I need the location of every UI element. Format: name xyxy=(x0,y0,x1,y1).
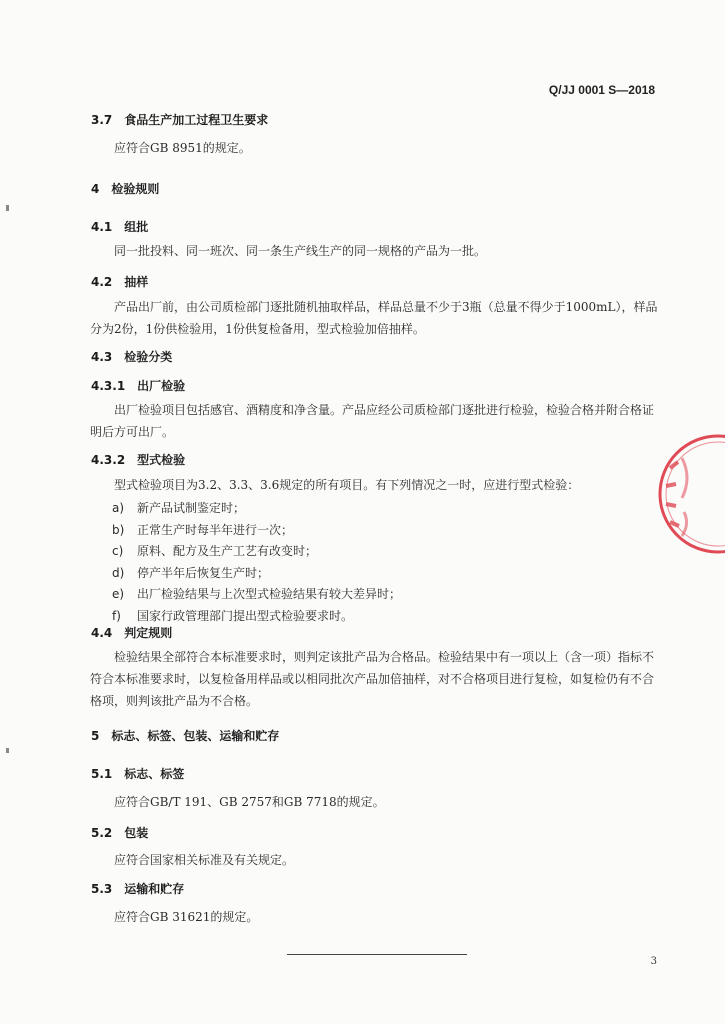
list-item xyxy=(112,541,401,563)
list-marker: e) xyxy=(112,587,125,601)
section-heading-4 xyxy=(91,180,159,197)
page-number: 3 xyxy=(650,956,657,967)
section-title: 出厂检验 xyxy=(137,379,186,393)
list-item xyxy=(112,498,401,520)
section-title: 型式检验 xyxy=(137,453,186,467)
list-text: 新产品试制鉴定时； xyxy=(137,501,246,515)
list-text: 停产半年后恢复生产时； xyxy=(137,565,270,580)
paragraph-4-2: 产品出厂前，由公司质检部门逐批随机抽取样品，样品总量不少于3瓶（总量不得少于1000mL），样品分为2份，1份供检验用，1份供复检备用，型式检验加倍抽样。 xyxy=(90,300,658,336)
list-text: 原料、配方及生产工艺有改变时； xyxy=(137,544,318,558)
standard-code: Q/JJ 0001 S—2018 xyxy=(548,83,655,97)
section-heading-3-7 xyxy=(91,111,268,128)
section-heading-4-1 xyxy=(91,218,148,235)
section-number: 4.3.2 xyxy=(91,453,126,467)
scan-mark xyxy=(6,748,9,753)
list-text: 出厂检验结果与上次型式检验结果有较大差异时； xyxy=(137,587,402,601)
section-number: 5.3 xyxy=(91,882,113,896)
list-text: 正常生产时每半年进行一次； xyxy=(137,522,294,537)
list-marker: d) xyxy=(112,565,125,580)
section-title: 标志、标签 xyxy=(124,767,185,781)
section-title: 组批 xyxy=(124,220,149,234)
section-number: 5 xyxy=(91,729,100,743)
scan-mark xyxy=(6,205,9,211)
section-heading-4-4 xyxy=(91,624,172,641)
section-number: 3.7 xyxy=(91,113,113,127)
section-title: 包装 xyxy=(124,826,149,840)
section-heading-5-1 xyxy=(91,765,184,782)
list-text: 国家行政管理部门提出型式检验要求时。 xyxy=(137,608,354,623)
paragraph-4-4: 检验结果全部符合本标准要求时，则判定该批产品为合格品。检验结果中有一项以上（含一项）指标不符合本标准要求时，以复检备用样品或以相同批次产品加倍抽样，对不合格项目进行复检，如复检仍有不合格项，则判该批产品为不合格。 xyxy=(90,650,655,708)
section-heading-4-3-2 xyxy=(91,451,185,468)
list-item xyxy=(112,563,401,585)
section-title: 检验分类 xyxy=(124,350,173,364)
section-title: 食品生产加工过程卫生要求 xyxy=(124,113,269,127)
paragraph-5-1: 应符合GB/T 191、GB 2757和GB 7718的规定。 xyxy=(114,795,385,809)
paragraph-4-3-2: 型式检验项目为3.2、3.3、3.6规定的所有项目。有下列情况之一时，应进行型式检验： xyxy=(114,478,580,492)
paragraph-3-7: 应符合GB 8951的规定。 xyxy=(114,141,251,155)
list-marker: b) xyxy=(112,522,125,537)
list-item xyxy=(112,520,401,542)
type-test-conditions-list xyxy=(112,498,401,627)
paragraph-4-1: 同一批投料、同一班次、同一条生产线生产的同一规格的产品为一批。 xyxy=(114,244,487,258)
section-heading-5 xyxy=(91,727,279,744)
section-number: 4 xyxy=(91,182,100,196)
paragraph-5-2: 应符合国家相关标准及有关规定。 xyxy=(114,853,295,867)
list-marker: c) xyxy=(112,544,124,558)
section-heading-4-3-1 xyxy=(91,377,185,394)
section-number: 4.3.1 xyxy=(91,379,126,393)
section-title: 判定规则 xyxy=(124,626,173,640)
section-title: 检验规则 xyxy=(111,182,160,196)
list-marker: f) xyxy=(112,608,121,623)
list-item xyxy=(112,584,401,606)
section-number: 4.3 xyxy=(91,350,113,364)
section-number: 5.2 xyxy=(91,826,113,840)
section-heading-4-3 xyxy=(91,348,172,365)
section-number: 4.1 xyxy=(91,220,113,234)
section-title: 运输和贮存 xyxy=(124,882,185,896)
paragraph-4-3-1: 出厂检验项目包括感官、酒精度和净含量。产品应经公司质检部门逐批进行检验，检验合格并附合格证明后方可出厂。 xyxy=(90,403,655,439)
section-number: 4.4 xyxy=(91,626,113,640)
paragraph-5-3: 应符合GB 31621的规定。 xyxy=(114,910,259,924)
company-seal-icon xyxy=(652,428,725,560)
section-heading-5-2 xyxy=(91,824,148,841)
section-number: 4.2 xyxy=(91,275,113,289)
list-marker: a) xyxy=(112,501,125,515)
section-number: 5.1 xyxy=(91,767,113,781)
section-title: 标志、标签、包装、运输和贮存 xyxy=(111,729,280,743)
section-heading-4-2 xyxy=(91,273,148,290)
section-title: 抽样 xyxy=(124,275,149,289)
footer-rule xyxy=(287,954,467,955)
section-heading-5-3 xyxy=(91,880,184,897)
